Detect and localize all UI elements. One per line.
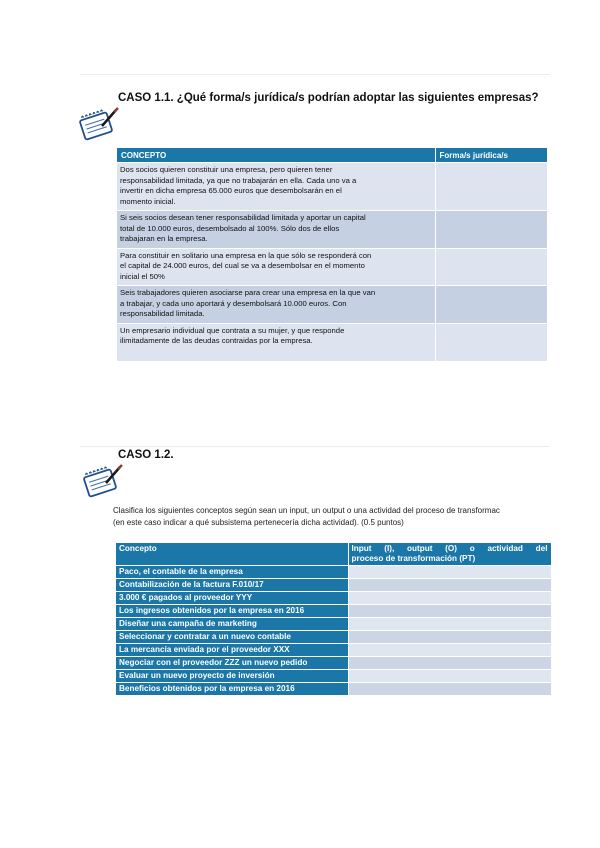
answer-cell[interactable]	[348, 644, 551, 657]
answer-cell[interactable]	[348, 670, 551, 683]
table-row	[117, 286, 547, 324]
concept-cell: Los ingresos obtenidos por la empresa en 2016	[116, 605, 348, 618]
header-concepto: Concepto	[116, 543, 348, 566]
concept-cell: 3.000 € pagados al proveedor YYY	[116, 592, 348, 605]
table-row	[116, 683, 551, 696]
answer-cell[interactable]	[348, 618, 551, 631]
table-row	[117, 323, 547, 361]
concept-cell: Negociar con el proveedor ZZZ un nuevo pedido	[116, 657, 348, 670]
table-row	[117, 211, 547, 249]
concept-cell: Para constituir en solitario una empresa en la que sólo se responderá con el capital de 24.000 euros, del cual se va a desembolsar en el momento inicial el 50%	[117, 248, 435, 286]
answer-cell[interactable]	[348, 566, 551, 579]
case1-title: CASO 1.1. ¿Qué forma/s jurídica/s podrían adoptar las siguientes empresas?	[118, 92, 539, 104]
notebook-pencil-icon	[80, 463, 124, 499]
answer-cell[interactable]	[348, 592, 551, 605]
concept-cell: Beneficios obtenidos por la empresa en 2016	[116, 683, 348, 696]
answer-cell[interactable]	[435, 248, 547, 286]
table-row	[116, 566, 551, 579]
concept-cell: Un empresario individual que contrata a su mujer, y que responde ilimitadamente de las deudas contraidas por la empresa.	[117, 323, 435, 361]
top-divider	[80, 74, 550, 75]
concept-cell: Si seis socios desean tener responsabilidad limitada y aportar un capital total de 10.000 euros, desembolsado al 100%. Sólo dos de ellos trabajaran en la empresa.	[117, 211, 435, 249]
answer-cell[interactable]	[348, 683, 551, 696]
header-forma-juridica: Forma/s jurídica/s	[435, 148, 547, 163]
header-clasificacion: Input (I), output (O) o actividad del proceso de transformación (PT)	[348, 543, 551, 566]
notebook-pencil-icon	[76, 106, 120, 142]
concept-cell: La mercancía enviada por el proveedor XXX	[116, 644, 348, 657]
case1-table	[117, 148, 548, 361]
answer-cell[interactable]	[435, 211, 547, 249]
table-row	[116, 579, 551, 592]
answer-cell[interactable]	[435, 323, 547, 361]
table-row	[116, 644, 551, 657]
concept-cell: Contabilización de la factura F.010/17	[116, 579, 348, 592]
table-row	[116, 618, 551, 631]
answer-cell[interactable]	[435, 163, 547, 211]
table-row	[116, 657, 551, 670]
concept-cell: Seis trabajadores quieren asociarse para crear una empresa en la que van a trabajar, y cada uno aportará y desembolsará 10.000 euros. Con responsabilidad limitada.	[117, 286, 435, 324]
answer-cell[interactable]	[348, 579, 551, 592]
concept-cell: Diseñar una campaña de marketing	[116, 618, 348, 631]
case2-table	[116, 543, 552, 695]
table-row	[116, 631, 551, 644]
answer-cell[interactable]	[435, 286, 547, 324]
case2-instructions: Clasifica los siguientes conceptos según sean un input, un output o una actividad del proceso de transformac (en este caso indicar a qué subsistema pertenecería dicha actividad). (0.5 puntos)	[113, 506, 500, 527]
table-row	[116, 670, 551, 683]
middle-divider	[80, 446, 550, 447]
answer-cell[interactable]	[348, 657, 551, 670]
table-row	[116, 592, 551, 605]
concept-cell: Evaluar un nuevo proyecto de inversión	[116, 670, 348, 683]
table-row	[117, 163, 547, 211]
table-row	[116, 605, 551, 618]
table-row	[117, 248, 547, 286]
concept-cell: Paco, el contable de la empresa	[116, 566, 348, 579]
case2-title: CASO 1.2.	[118, 449, 174, 461]
answer-cell[interactable]	[348, 605, 551, 618]
header-concepto: CONCEPTO	[117, 148, 435, 163]
concept-cell: Seleccionar y contratar a un nuevo contable	[116, 631, 348, 644]
concept-cell: Dos socios quieren constituir una empresa, pero quieren tener responsabilidad limitada, ya que no trabajarán en ella. Cada uno va a invertir en dicha empresa 65.000 euros que desembolsarán en el momento inicial.	[117, 163, 435, 211]
answer-cell[interactable]	[348, 631, 551, 644]
